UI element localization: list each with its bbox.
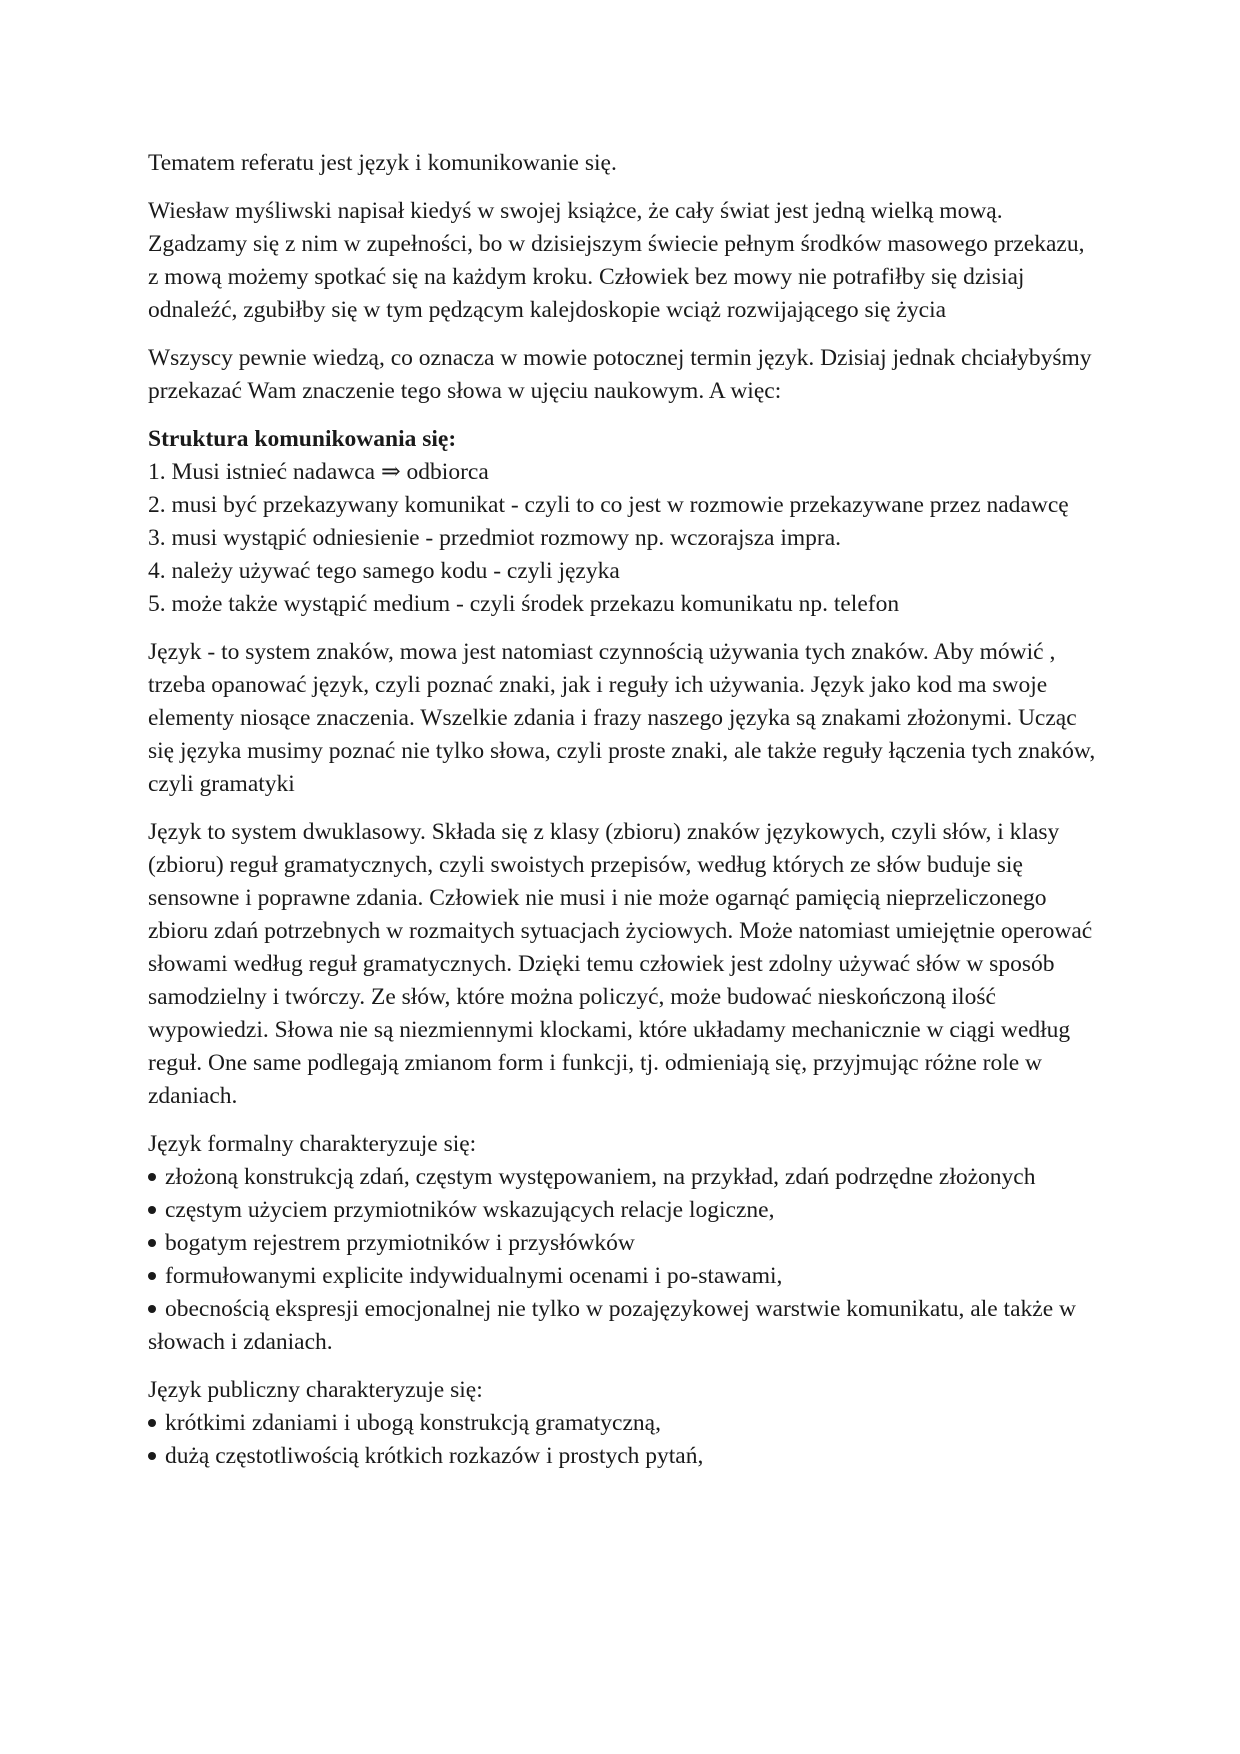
bullet-icon [148,1161,165,1194]
public-heading: Język publiczny charakteryzuje się: [148,1377,483,1403]
bullet-icon [148,1440,165,1473]
structure-item: 4. należy używać tego samego kodu - czyli języka [148,558,620,584]
public-language-section [148,1374,1098,1473]
structure-heading: Struktura komunikowania się: [148,426,457,452]
paragraph-language-system: Język - to system znaków, mowa jest natomiast czynnością używania tych znaków. Aby mówić , trzeba opanować język, czyli poznać znaki, jak i reguły ich używania. Język jako kod ma swoje elementy niosące znaczenia. Wszelkie zdania i frazy naszego języka są znakami złożonymi. Ucząc się języka musimy poznać nie tylko słowa, czyli proste znaki, ale także reguły łączenia tych znaków, czyli gramatyki [148,639,1096,797]
list-item: bogatym rejestrem przymiotników i przysłówków [148,1227,1098,1260]
list-item: dużą częstotliwością krótkich rozkazów i prostych pytań, [148,1440,1098,1473]
structure-item: 3. musi wystąpić odniesienie - przedmiot rozmowy np. wczorajsza impra. [148,525,842,551]
formal-language-section [148,1128,1098,1359]
structure-item: 2. musi być przekazywany komunikat - czyli to co jest w rozmowie przekazywane przez nadawcę [148,492,1069,518]
list-item: obecnością ekspresji emocjonalnej nie tylko w pozajęzykowej warstwie komunikatu, ale także w słowach i zdaniach. [148,1293,1098,1359]
bullet-icon [148,1194,165,1227]
paragraph-two-class-system: Język to system dwuklasowy. Składa się z klasy (zbioru) znaków językowych, czyli słów, i klasy (zbioru) reguł gramatycznych, czyli swoistych przepisów, według których ze słów buduje się sensowne i poprawne zdania. Człowiek nie musi i nie może ogarnąć pamięcią nieprzeliczonego zbioru zdań potrzebnych w rozmaitych sytuacjach życiowych. Może natomiast umiejętnie operować słowami według reguł gramatycznych. Dzięki temu człowiek jest zdolny używać słów w sposób samodzielny i twórczy. Ze słów, które można policzyć, może budować nieskończoną ilość wypowiedzi. Słowa nie są niezmiennymi klockami, które układamy mechanicznie w ciągi według reguł. One same podlegają zmianom form i funkcji, tj. odmieniają się, przyjmując różne role w zdaniach. [148,819,1093,1109]
bullet-icon [148,1260,165,1293]
list-item: częstym użyciem przymiotników wskazujących relacje logiczne, [148,1194,1098,1227]
formal-heading: Język formalny charakteryzuje się: [148,1131,477,1157]
list-item: krótkimi zdaniami i ubogą konstrukcją gramatyczną, [148,1407,1098,1440]
document-page [148,147,1098,1488]
paragraph-definition-intro: Wszyscy pewnie wiedzą, co oznacza w mowie potocznej termin język. Dzisiaj jednak chciałybyśmy przekazać Wam znaczenie tego słowa w ujęciu naukowym. A więc: [148,345,1092,404]
bullet-icon [148,1227,165,1260]
intro-sentence: Tematem referatu jest język i komunikowanie się. [148,150,617,176]
structure-section [148,423,1098,621]
list-item: formułowanymi explicite indywidualnymi ocenami i po-stawami, [148,1260,1098,1293]
structure-item: 1. Musi istnieć nadawca ⇒ odbiorca [148,459,489,485]
list-item: złożoną konstrukcją zdań, częstym występowaniem, na przykład, zdań podrzędne złożonych [148,1161,1098,1194]
paragraph-mysliwski: Wiesław myśliwski napisał kiedyś w swojej książce, że cały świat jest jedną wielką mową. Zgadzamy się z nim w zupełności, bo w dzisiejszym świecie pełnym środków masowego przekazu, z mową możemy spotkać się na każdym kroku. Człowiek bez mowy nie potrafiłby się dzisiaj odnaleźć, zgubiłby się w tym pędzącym kalejdoskopie wciąż rozwijającego się życia [148,198,1085,323]
structure-item: 5. może także wystąpić medium - czyli środek przekazu komunikatu np. telefon [148,591,900,617]
bullet-icon [148,1407,165,1440]
bullet-icon [148,1293,165,1326]
